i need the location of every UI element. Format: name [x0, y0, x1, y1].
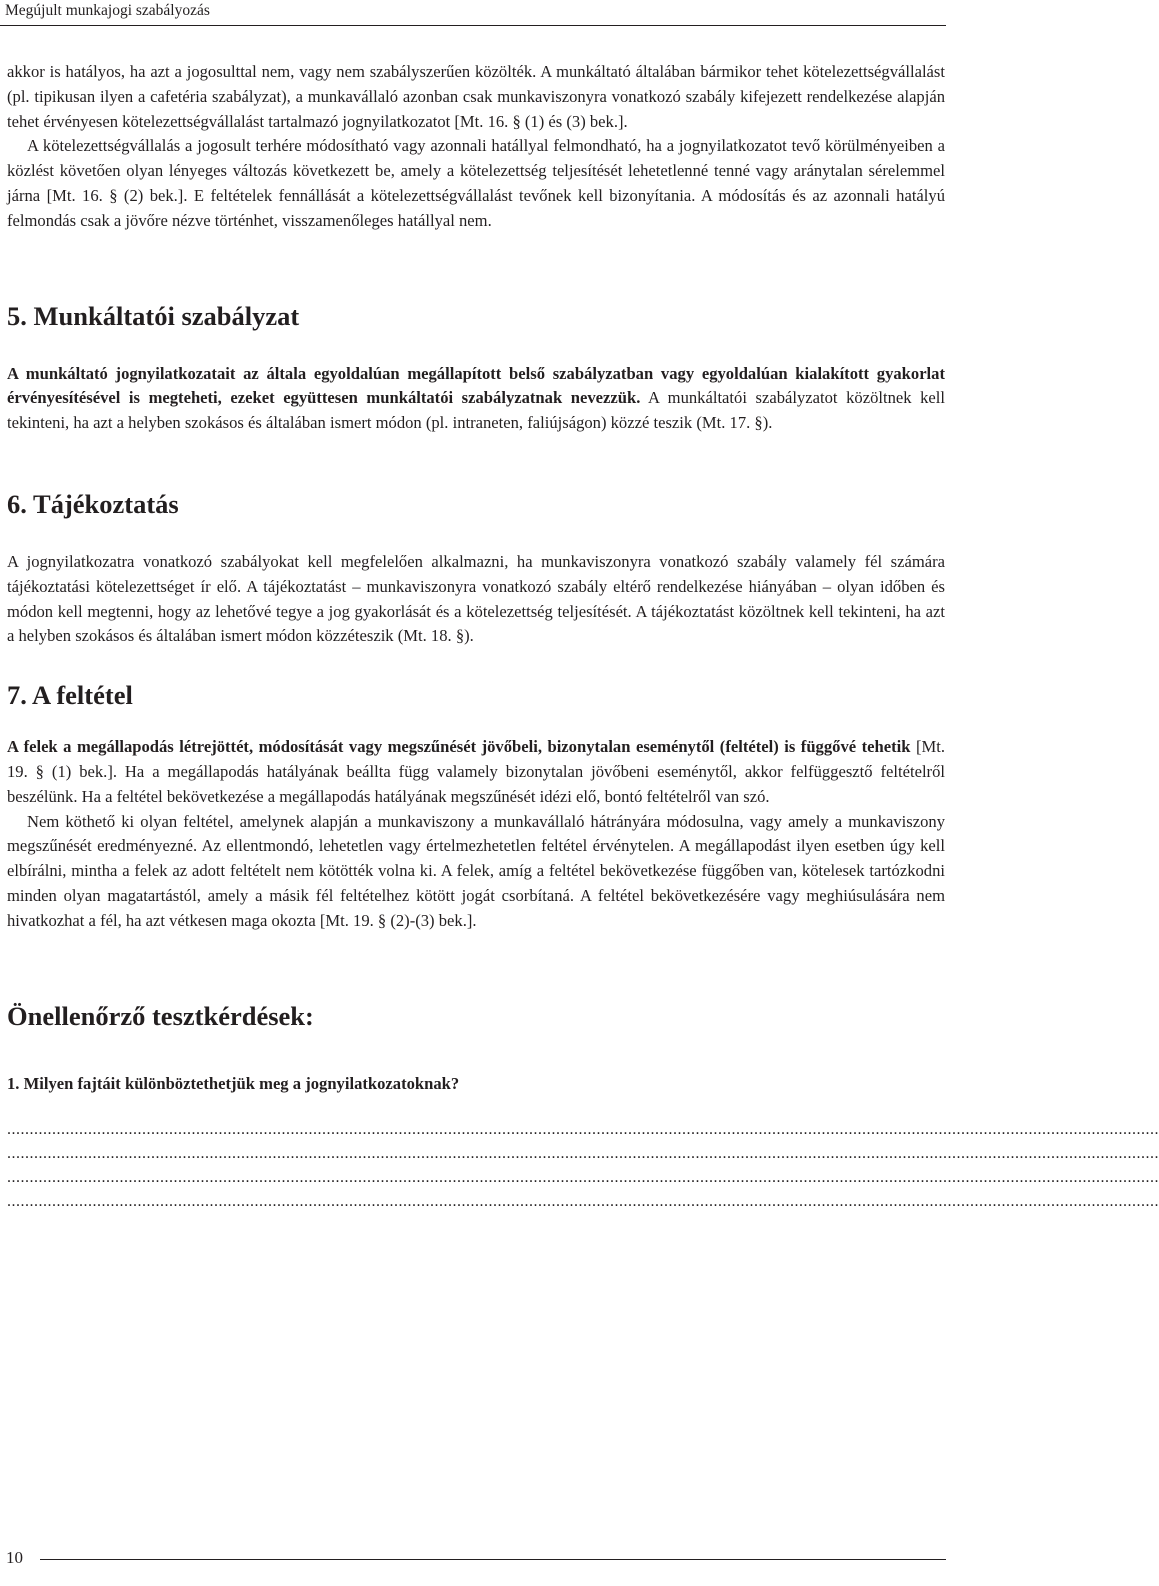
section-5-paragraph: [7, 362, 945, 436]
intro-paragraph-2: A kötelezettségvállalás a jogosult terhére módosítható vagy azonnali hatállyal felmondható, ha a jognyilatkozatot tevő körülményeiben a közlést követően olyan lényeges változás következett be, amely a kötelezettség teljesítését lehetetlenné tenné vagy aránytalan sérelemmel járna [Mt. 16. § (2) bek.]. E feltételek fennállását a kötelezettségvállalást tevőnek kell bizonyítania. A módosítás és az azonnali hatályú felmondás csak a jövőre nézve történhet, visszamenőleges hatállyal nem.: [7, 136, 945, 230]
page-content: [7, 60, 1159, 1214]
section-7-text: [Mt. 19. § (1) bek.]. Ha a megállapodás hatályának beállta függ valamely bizonytalan jövőbeni eseménytől, akkor felfüggesztő feltételről beszélünk. Ha a feltétel bekövetkezése a megállapodás hatályának megszűnését idézi elő, bontó feltételről van szó.: [7, 737, 946, 806]
intro-paragraph-1: akkor is hatályos, ha azt a jogosulttal nem, vagy nem szabályszerűen közölték. A munkáltató általában bármikor tehet kötelezettségvállalást (pl. tipikusan ilyen a cafetéria szabályzat), a munkavállaló azonban csak munkaviszonyra vonatkozó szabály kifejezett rendelkezése alapján tehet érvényesen kötelezettségvállalást tartalmazó jognyilatkozatot [Mt. 16. § (1) és (3) bek.].: [7, 62, 945, 131]
section-7-paragraph-2: Nem köthető ki olyan feltétel, amelynek alapján a munkaviszony a munkavállaló hátrányára módosulna, vagy amely a munkaviszony megszűnését eredményezné. Az ellentmondó, lehetetlen vagy értelmezhetetlen feltétel érvénytelen. A megállapodást ilyen esetben úgy kell elbírálni, mintha a felek az adott feltételt nem kötötték volna ki. A felek, amíg a feltétel bekövetkezése függőben van, kötelesek tartózkodni minden olyan magatartástól, amely a másik fél feltételhez kötött jogát csorbítaná. A feltétel bekövetkezésére vagy meghiúsulására nem hivatkozhat a fél, ha azt vétkesen maga okozta [Mt. 19. § (2)-(3) bek.].: [7, 811, 945, 930]
page-number: 10: [6, 1548, 23, 1567]
answer-line-2[interactable]: ................................................................................................................................................................................................................................................................: [7, 1145, 1159, 1163]
section-7-heading: 7. A feltétel: [7, 680, 133, 711]
answer-line-4[interactable]: ................................................................................................................................................................................................................................................................: [7, 1193, 1159, 1211]
running-header: Megújult munkajogi szabályozás: [5, 2, 210, 19]
section-7-bold-text: A felek a megállapodás létrejöttét, módosítását vagy megszűnését jövőbeli, bizonytalan eseménytől (feltétel) is függővé tehetik: [7, 737, 911, 757]
header-divider: [0, 25, 946, 26]
section-5-heading: 5. Munkáltatói szabályzat: [7, 300, 300, 331]
section-7-paragraph-1: [7, 735, 945, 809]
section-6-paragraph: A jognyilatkozatra vonatkozó szabályokat kell megfelelően alkalmazni, ha munkaviszonyra vonatkozó szabály valamely fél számára tájékoztatási kötelezettséget ír elő. A tájékoztatást – munkaviszonyra vonatkozó szabály eltérő rendelkezése hiányában – olyan időben és módon kell megtenni, hogy az lehetővé tegye a jog gyakorlását és a kötelezettség teljesítését. A tájékoztatást közöltnek kell tekinteni, ha azt a helyben szokásos és általában ismert módon közzéteszik (Mt. 18. §).: [7, 551, 945, 646]
answer-line-3[interactable]: ................................................................................................................................................................................................................................................................: [7, 1169, 1159, 1187]
self-test-heading: Önellenőrző tesztkérdések:: [7, 1000, 314, 1031]
section-5-text: A munkáltatói szabályzatot közöltnek kell tekinteni, ha azt a helyben szokásos és általában ismert módon (pl. intraneten, faliújságon) közzé teszik (Mt. 17. §).: [7, 388, 946, 433]
question-1: 1. Milyen fajtáit különböztethetjük meg a jognyilatkozatoknak?: [7, 1073, 460, 1093]
section-5-bold-text: A munkáltató jognyilatkozatait az általa egyoldalúan megállapított belső szabályzatban vagy egyoldalúan kialakított gyakorlat érvényesítésével is megteheti, ezeket együttesen munkáltatói szabályzatnak nevezzük.: [7, 363, 945, 408]
footer-divider: [40, 1559, 946, 1560]
answer-line-1[interactable]: ................................................................................................................................................................................................................................................................: [7, 1121, 1159, 1139]
section-6-heading: 6. Tájékoztatás: [7, 488, 179, 519]
